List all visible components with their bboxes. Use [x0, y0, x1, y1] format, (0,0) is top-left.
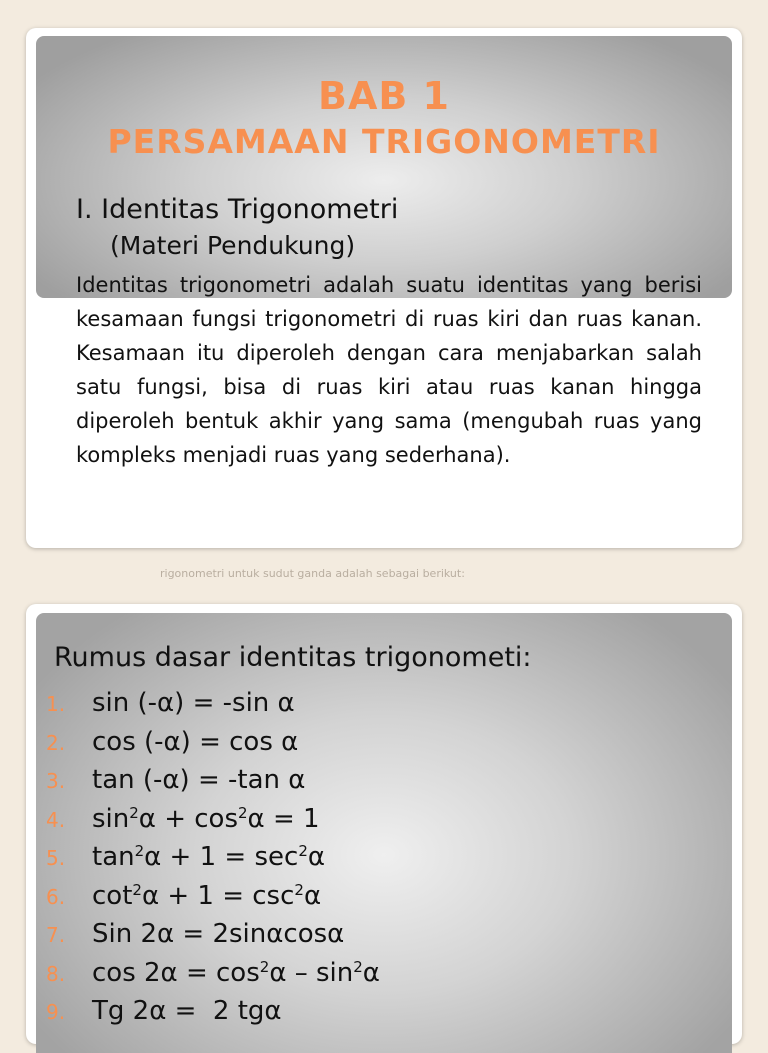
formula-text: Tg 2α = 2 tgα — [92, 996, 282, 1026]
definition-paragraph: Identitas trigonometri adalah suatu identitas yang berisi kesamaan fungsi trigonometri di ruas kiri dan ruas kanan. Kesamaan itu diperoleh dengan cara menjabarkan salah satu fungsi, bisa di ruas kiri atau ruas kanan hingga diperoleh bentuk akhir yang sama (mengubah ruas yang kompleks menjadi ruas yang sederhana). — [76, 273, 702, 467]
formula-text: $\tan^2\alpha + 1 = \sec^2\alpha$ — [92, 842, 325, 872]
formula-number: 9. — [46, 1000, 66, 1024]
formula-number: 3. — [46, 769, 66, 793]
slide-1 — [26, 28, 742, 548]
formula-item — [46, 765, 380, 804]
formula-number: 4. — [46, 807, 66, 832]
chapter-title: BAB 1 — [317, 74, 450, 118]
formula-number: 6. — [46, 884, 66, 909]
formula-item — [46, 842, 380, 881]
formula-text: Sin 2α = 2sinαcosα — [92, 919, 345, 949]
formula-text: tan (-α) = -tan α — [92, 765, 306, 795]
faint-background-text: rigonometri untuk sudut ganda adalah sebagai berikut: — [160, 567, 465, 580]
formula-item — [46, 804, 380, 843]
formula-list — [46, 688, 380, 1035]
formula-number: 8. — [46, 961, 66, 986]
formula-number: 7. — [46, 923, 66, 947]
formula-text: sin (-α) = -sin α — [92, 688, 295, 718]
formula-number: 1. — [46, 692, 66, 716]
formula-list-title: Rumus dasar identitas trigonometi: — [54, 642, 532, 673]
formula-item — [46, 919, 380, 958]
formula-item — [46, 688, 380, 727]
section-heading: I. Identitas Trigonometri — [76, 194, 399, 225]
formula-text: $\cos 2\alpha = \cos^2\alpha - \sin^2\alpha$ — [92, 957, 380, 988]
formula-item — [46, 727, 380, 766]
formula-number: 2. — [46, 730, 66, 755]
formula-item — [46, 958, 380, 997]
formula-text: cos (-α) = cos α — [92, 726, 299, 757]
formula-number: 5. — [46, 846, 66, 870]
formula-text: $\cot^2\alpha + 1 = \csc^2\alpha$ — [92, 880, 322, 911]
section-subheading: (Materi Pendukung) — [110, 231, 356, 260]
formula-text: $\sin^2\alpha + \cos^2\alpha = 1$ — [92, 803, 320, 834]
formula-item — [46, 996, 380, 1035]
slide-2 — [26, 604, 742, 1044]
chapter-subtitle: PERSAMAAN TRIGONOMETRI — [107, 122, 661, 161]
formula-item — [46, 881, 380, 920]
